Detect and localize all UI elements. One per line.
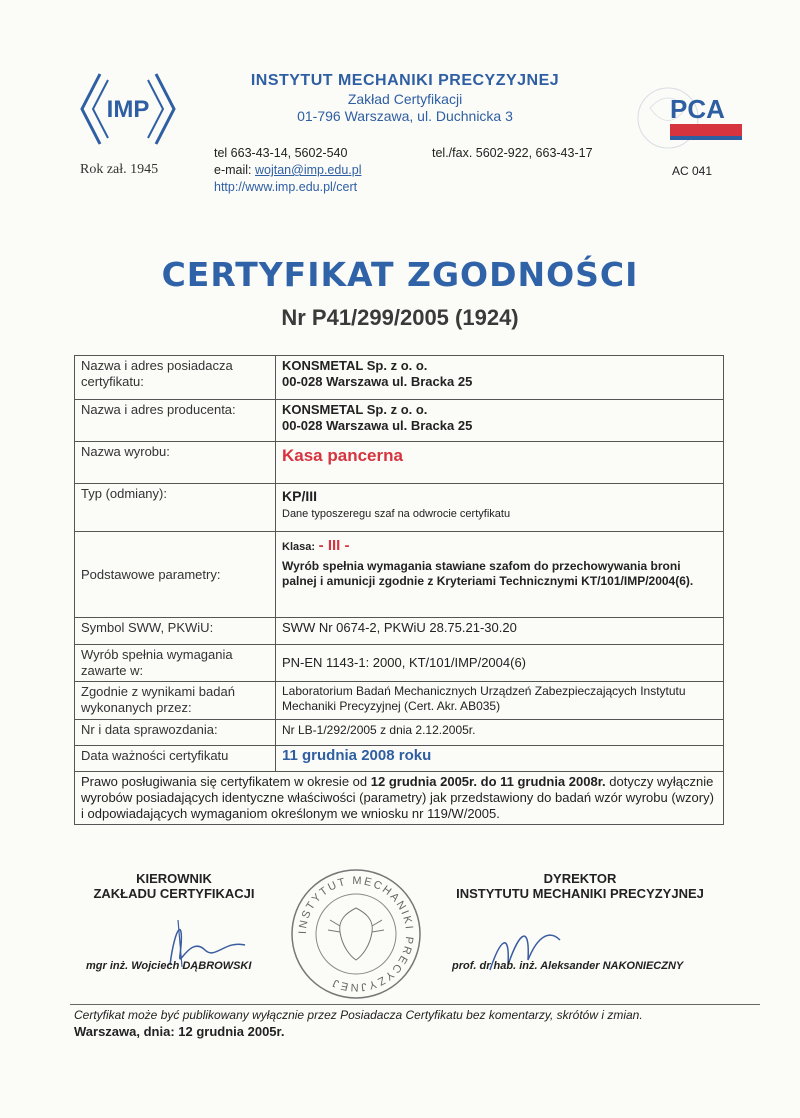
right-sig-title-1: DYREKTOR (543, 871, 617, 886)
validity-value: 11 grudnia 2008 roku (276, 746, 724, 772)
report-label: Nr i data sprawozdania: (75, 720, 276, 746)
params-text: Wyrób spełnia wymagania stawiane szafom do przechowywania broni palnej i amunicji zgodnie z Kryteriami Technicznymi KT/101/IMP/2004(6). (282, 559, 694, 588)
table-row (75, 746, 724, 772)
right-signatory-name: prof. dr hab. inż. Aleksander NAKONIECZNY (452, 960, 684, 972)
type-code: KP/III (282, 488, 318, 504)
validity-label: Data ważności certyfikatu (75, 746, 276, 772)
institute-name: INSTYTUT MECHANIKI PRECYZYJNEJ (250, 72, 560, 89)
note-date-to: 11 grudnia 2008r. (500, 774, 606, 789)
note-start: Prawo posługiwania się certyfikatem w okresie od (81, 774, 368, 789)
svg-text:INSTYTUT MECHANIKI PRECYZYJNEJ: INSTYTUT MECHANIKI PRECYZYJNEJ (296, 874, 416, 994)
type-label: Typ (odmiany): (75, 484, 276, 532)
left-signature-block (74, 871, 274, 901)
class-value: - III - (318, 537, 350, 554)
symbol-value: SWW Nr 0674-2, PKWiU 28.75.21-30.20 (276, 618, 724, 645)
report-value: Nr LB-1/292/2005 z dnia 2.12.2005r. (276, 720, 724, 746)
website-link[interactable]: http://www.imp.edu.pl/cert (214, 180, 358, 194)
table-row (75, 442, 724, 484)
class-label: Klasa: (282, 541, 316, 553)
fax-line: tel./fax. 5602-922, 663-43-17 (432, 146, 593, 160)
class-line (282, 538, 717, 555)
producer-address: 00-028 Warszawa ul. Bracka 25 (282, 418, 473, 433)
product-label: Nazwa wyrobu: (75, 442, 276, 484)
contact-block (214, 145, 362, 196)
table-row (75, 484, 724, 532)
holder-value (276, 356, 724, 400)
table-row (75, 772, 724, 825)
pca-logo (630, 78, 750, 158)
svg-text:IMP: IMP (106, 96, 150, 123)
usage-note (75, 772, 724, 825)
symbol-label: Symbol SWW, PKWiU: (75, 618, 276, 645)
email-link[interactable]: wojtan@imp.edu.pl (255, 163, 362, 177)
requirements-label: Wyrób spełnia wymagania zawarte w: (75, 645, 276, 682)
email-label: e-mail: (214, 163, 252, 177)
tests-value: Laboratorium Badań Mechanicznych Urządzeń Zabezpieczających Instytutu Mechaniki Precyzyjnej (Cert. Akr. AB035) (276, 682, 724, 720)
product-name: Kasa pancerna (282, 446, 403, 465)
certificate-number: Nr P41/299/2005 (1924) (281, 305, 519, 330)
requirements-value: PN-EN 1143-1: 2000, KT/101/IMP/2004(6) (276, 645, 724, 682)
holder-address: 00-028 Warszawa ul. Bracka 25 (282, 374, 473, 389)
note-date-from: 12 grudnia 2005r. (370, 774, 477, 789)
table-row (75, 720, 724, 746)
email-line (214, 162, 362, 179)
table-row (75, 400, 724, 442)
right-signature-block (430, 871, 730, 901)
note-end: dotyczy wyłącznie wyrobów posiadających identyczne właściwości (parametry) jak przedstawiony do badań wzór wyrobu (wzory) i odpowiadających wymaganiom określonym we wniosku nr 119/W/2005. (81, 774, 714, 821)
svg-text:PCA: PCA (670, 94, 725, 124)
left-sig-title-1: KIEROWNIK (136, 871, 212, 886)
table-row (75, 645, 724, 682)
params-value (276, 532, 724, 618)
institute-stamp (290, 868, 422, 1000)
imp-logo (78, 70, 178, 148)
certificate-table (74, 355, 724, 825)
type-value (276, 484, 724, 532)
right-sig-title-2: INSTYTUTU MECHANIKI PRECYZYJNEJ (456, 886, 704, 901)
table-row (75, 532, 724, 618)
left-signatory-name: mgr inż. Wojciech DĄBROWSKI (86, 960, 252, 972)
holder-label: Nazwa i adres posiadacza certyfikatu: (75, 356, 276, 400)
institute-address: 01-796 Warszawa, ul. Duchnicka 3 (297, 108, 513, 124)
phone-line: tel 663-43-14, 5602-540 (214, 146, 348, 160)
table-row (75, 618, 724, 645)
producer-name: KONSMETAL Sp. z o. o. (282, 402, 428, 417)
product-value (276, 442, 724, 484)
holder-name: KONSMETAL Sp. z o. o. (282, 358, 428, 373)
table-row (75, 356, 724, 400)
pca-accreditation-code: AC 041 (672, 164, 713, 178)
place-and-date: Warszawa, dnia: 12 grudnia 2005r. (74, 1024, 285, 1039)
footer-divider (70, 1004, 760, 1005)
producer-label: Nazwa i adres producenta: (75, 400, 276, 442)
params-label: Podstawowe parametry: (75, 532, 276, 618)
certificate-title: CERTYFIKAT ZGODNOŚCI (161, 255, 639, 294)
table-row (75, 682, 724, 720)
note-mid: do (480, 774, 497, 789)
producer-value (276, 400, 724, 442)
department-name: Zakład Certyfikacji (347, 91, 463, 107)
tests-label: Zgodnie z wynikami badań wykonanych przez: (75, 682, 276, 720)
founded-year: Rok zał. 1945 (80, 162, 159, 177)
left-sig-title-2: ZAKŁADU CERTYFIKACJI (93, 886, 255, 901)
type-note: Dane typoszeregu szaf na odwrocie certyfikatu (282, 508, 511, 520)
footer-note: Certyfikat może być publikowany wyłącznie przez Posiadacza Certyfikatu bez komentarzy, skrótów i zmian. (74, 1008, 643, 1022)
